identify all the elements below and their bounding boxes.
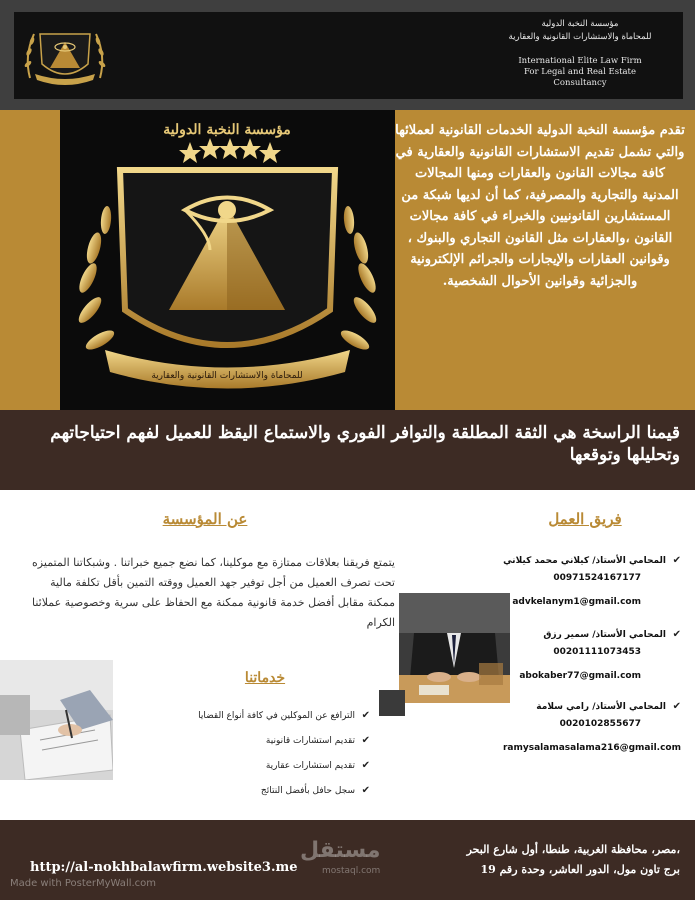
postermywall-watermark: Made with PosterMyWall.com (10, 878, 157, 889)
check-icon: ✔ (361, 785, 370, 796)
lawyer-photo (399, 593, 510, 703)
header-arabic-name (495, 18, 665, 44)
lawyer-illustration (399, 593, 510, 703)
member-name: المحامي الأستاذ/ سمير رزق (543, 630, 666, 640)
team-member (451, 701, 681, 760)
decorative-square (379, 690, 405, 716)
check-icon: ✔ (361, 760, 370, 771)
service-label: تقديم استشارات عقارية (265, 761, 355, 771)
hero-logo-panel (60, 110, 395, 410)
member-name-row (451, 555, 681, 566)
main-logo-emblem (60, 110, 395, 410)
header-english-line: For Legal and Real Estate (523, 67, 637, 77)
member-name: المحامي الأستاذ/ رامي سلامة (536, 702, 666, 712)
header-arabic-line: للمحاماة والاستشارات القانونية والعقارية (508, 32, 652, 42)
member-email[interactable]: abokaber77@gmail.com (519, 671, 641, 681)
service-label: سجل حافل بأفضل النتائج (260, 786, 355, 796)
header-english-line: Consultancy (553, 78, 607, 88)
services-photo (0, 660, 113, 780)
service-item (170, 730, 370, 755)
services-title: خدماتنا (244, 670, 286, 686)
footer-address (400, 840, 680, 880)
mostaql-watermark-url: mostaql.com (322, 866, 381, 876)
service-label: تقديم استشارات قانونية (265, 736, 355, 746)
header-english-line: International Elite Law Firm (518, 56, 642, 66)
check-icon: ✔ (361, 710, 370, 721)
member-email[interactable]: ramysalamasalama216@gmail.com (502, 743, 681, 753)
service-item (170, 705, 370, 730)
check-icon: ✔ (672, 701, 681, 712)
check-icon: ✔ (361, 735, 370, 746)
member-phone: 0020102855677 (559, 719, 641, 729)
header-arabic-line: مؤسسة النخبة الدولية (541, 19, 619, 29)
about-text: يتمتع فريقنا بعلاقات ممتازة مع موكلينا، كما نضع جميع خبراتنا . وشبكاتنا المتميزه تحت تصرف العميل من أجل توفير جهد العميل ووقته التمين بأقل تكلفة مالية ممكنة مقابل أفضل خدمة قانونية ممكنة مع الحفاظ على سرية وخصوصية عملائنا الكرام (32, 556, 395, 629)
service-item (170, 780, 370, 805)
hero-description: تقدم مؤسسة النخبة الدولية الخدمات القانونية لعملائها والتي تشمل تقديم الاستشارات القانونية والعقارية في كافة مجالات القانون والعقارات ومنها المجالات المدنية والتجارية والمصرفية، كما أن لديها شبكة من المستشارين القانونيين والخبراء في كافة مجالات القانون ،والعقارات مثل القانون التجاري والبنوك ، وقوانين العقارات والإيجارات والجرائم الإلكترونية والجزائية وقوانين الأحوال الشخصية. (395, 123, 685, 289)
member-email[interactable]: advkelanym1@gmail.com (512, 597, 641, 607)
logo-ribbon-text: للمحاماة والاستشارات القانونية والعقارية (151, 371, 303, 381)
logo-arch-text: مؤسسة النخبة الدولية (163, 122, 291, 138)
about-title: عن المؤسسة (162, 510, 248, 528)
mostaql-watermark: مستقل (300, 838, 381, 863)
service-item (170, 755, 370, 780)
member-phone: 00201111073453 (553, 647, 641, 657)
header-english-name (495, 56, 665, 89)
service-label: الترافع عن الموكلين في كافة أنواع القضايا (198, 711, 355, 721)
website-link[interactable]: http://al-nokhbalawfirm.website3.me (30, 860, 298, 875)
address-line: ،مصر، محافظة الغربية، طنطا، أول شارع البحر (466, 843, 680, 856)
check-icon: ✔ (672, 555, 681, 566)
address-line: برج تاون مول، الدور العاشر، وحدة رقم 19 (480, 863, 680, 876)
contract-signing-illustration (0, 660, 113, 780)
team-title: فريق العمل (548, 510, 622, 528)
check-icon: ✔ (672, 629, 681, 640)
services-list (170, 705, 370, 805)
member-phone: 00971524167177 (553, 573, 641, 583)
header-logo-emblem (20, 16, 110, 96)
values-tagline: قيمنا الراسخة هي الثقة المطلقة والتوافر الفوري والاستماع اليقظ للعميل لفهم احتياجاتهم وتحليلها وتوقعها (50, 423, 680, 465)
member-name: المحامي الأستاذ/ كيلاني محمد كيلاني (503, 556, 666, 566)
